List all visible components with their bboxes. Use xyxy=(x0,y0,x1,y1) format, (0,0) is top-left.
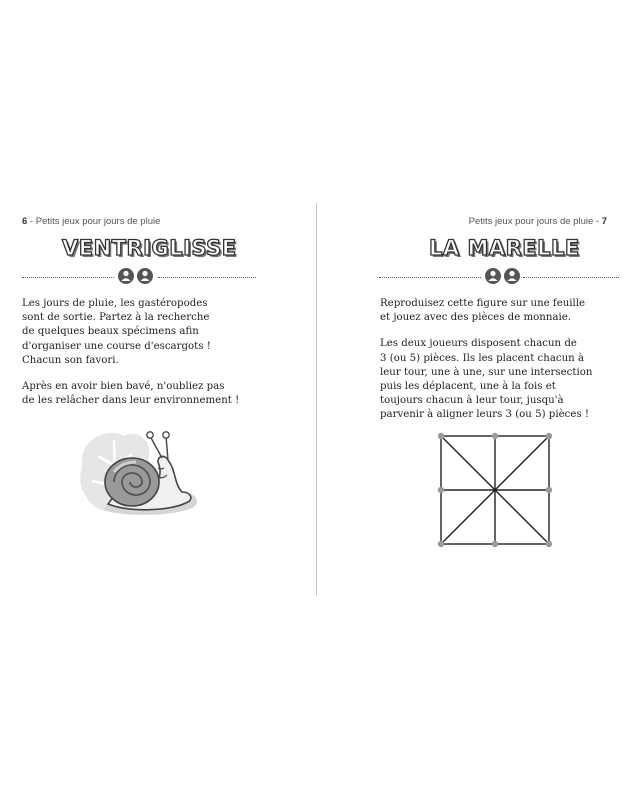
page-number: 6 xyxy=(22,216,28,227)
page-number: 7 xyxy=(601,216,607,227)
running-title: - Petits jeux pour jours de pluie xyxy=(27,216,161,227)
right-page xyxy=(317,0,634,800)
paragraph: Les deux joueurs disposent chacun de 3 (ou 5) pièces. Ils les placent chacun à leur tour, une à une, sur une intersection puis les déplacent, une à la fois et toujours chacun à leur tour, jusqu'à parvenir à aligner leurs 3 (ou 5) pièces ! xyxy=(380,338,593,421)
two-players-icon xyxy=(117,267,155,285)
page-title: LA MARELLE xyxy=(429,236,580,260)
dotted-rule xyxy=(379,277,481,278)
two-players-icon xyxy=(484,267,522,285)
page-title: VENTRIGLISSE xyxy=(62,236,237,260)
marelle-board xyxy=(436,431,554,549)
snail-illustration xyxy=(78,426,202,528)
dotted-rule xyxy=(22,277,114,278)
dotted-rule xyxy=(158,277,256,278)
paragraph: Après en avoir bien bavé, n'oubliez pas de les relâcher dans leur environnement ! xyxy=(22,381,240,407)
running-title: Petits jeux pour jours de pluie - xyxy=(468,216,602,227)
left-page xyxy=(0,0,316,800)
running-header-left xyxy=(22,216,160,227)
running-header-right xyxy=(469,216,607,227)
paragraph: Les jours de pluie, les gastéropodes sont de sortie. Partez à la recherche de quelques beaux spécimens afin d'organiser une course d'escargots ! Chacun son favori. xyxy=(22,298,211,366)
dotted-rule xyxy=(523,277,619,278)
paragraph: Reproduisez cette figure sur une feuille et jouez avec des pièces de monnaie. xyxy=(380,298,586,324)
body-text xyxy=(380,297,630,435)
body-text xyxy=(22,297,284,420)
